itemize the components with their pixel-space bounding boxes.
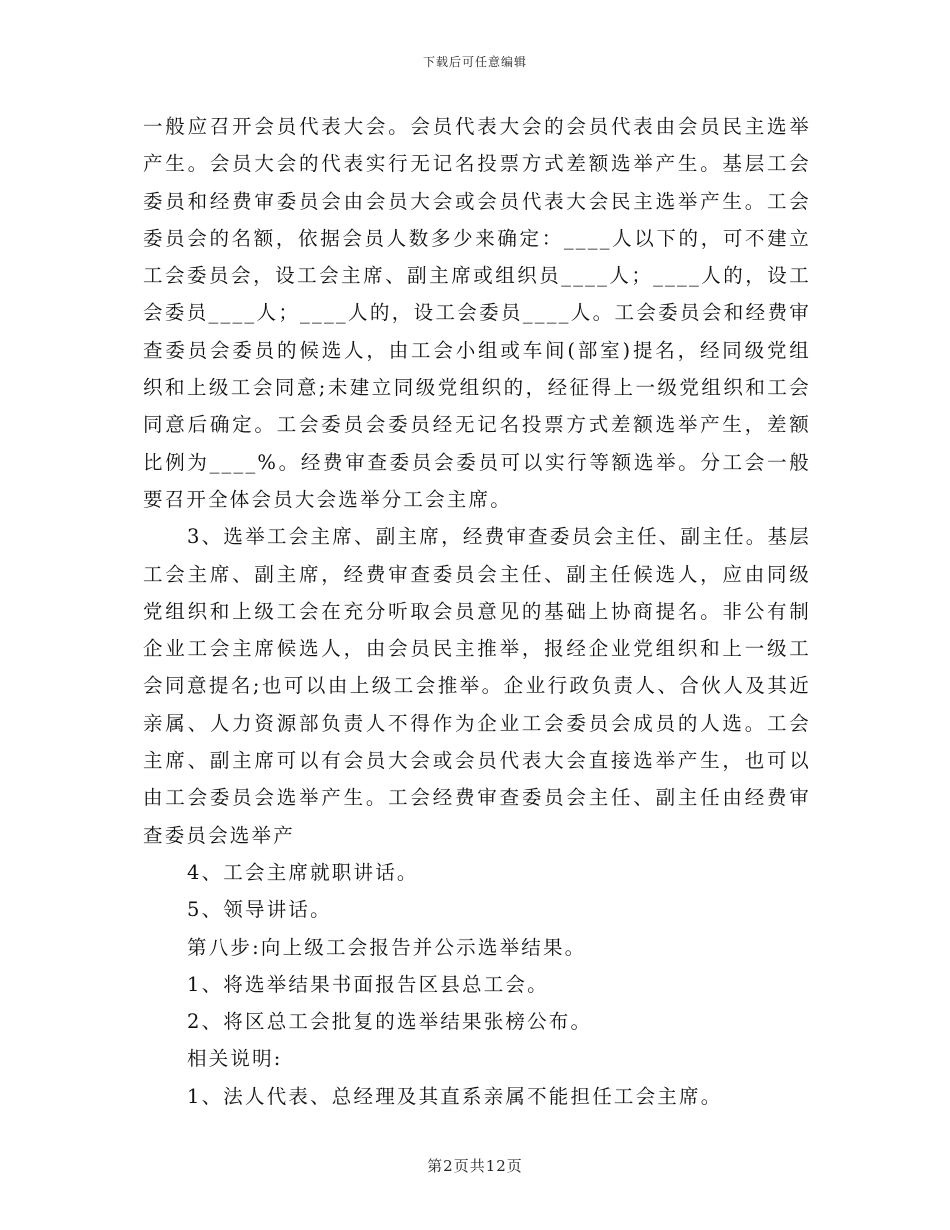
notes-heading: 相关说明:: [187, 1047, 283, 1071]
page-footer: 第2页共12页: [427, 1157, 523, 1175]
item-chairman-speech: 4、工会主席就职讲话。: [187, 860, 419, 884]
item-publish-results: 2、将区总工会批复的选举结果张榜公布。: [187, 1010, 593, 1034]
item-leader-speech: 5、领导讲话。: [187, 898, 332, 922]
item-report-results: 1、将选举结果书面报告区县总工会。: [187, 972, 549, 996]
paragraph-union-committee-election: 一般应召开会员代表大会。会员代表大会的会员代表由会员民主选举产生。会员大会的代表实行无记名投票方式差额选举产生。基层工会委员和经费审委员会由会员大会或会员代表大会民主选举产生。工会委员会的名额，依据会员人数多少来确定：____人以下的，可不建立工会委员会，设工会主席、副主席或组织员____人；____人的，设工会委员____人；____人的，设工会委员____人。工会委员会和经费审查委员会委员的候选人，由工会小组或车间(部室)提名，经同级党组织和上级工会同意;未建立同级党组织的，经征得上一级党组织和工会同意后确定。工会委员会委员经无记名投票方式差额选举产生，差额比例为____%。经费审查委员会委员可以实行等额选举。分工会一般要召开全体会员大会选举分工会主席。: [143, 115, 811, 511]
document-body: [143, 108, 811, 1115]
page-header: 下载后可任意编辑: [422, 55, 527, 69]
note-item-1: 1、法人代表、总经理及其直系亲属不能担任工会主席。: [187, 1084, 723, 1108]
paragraph-chairman-election: 3、选举工会主席、副主席，经费审查委员会主任、副主任。基层工会主席、副主席，经费审查委员会主任、副主任候选人，应由同级党组织和上级工会在充分听取会员意见的基础上协商提名。非公有制企业工会主席候选人，由会员民主推举，报经企业党组织和上一级工会同意提名;也可以由上级工会推举。企业行政负责人、合伙人及其近亲属、人力资源部负责人不得作为企业工会委员会成员的人选。工会主席、副主席可以有会员大会或会员代表大会直接选举产生，也可以由工会委员会选举产生。工会经费审查委员会主任、副主任由经费审查委员会选举产: [143, 525, 811, 847]
step-eight-heading: 第八步:向上级工会报告并公示选举结果。: [187, 935, 587, 959]
